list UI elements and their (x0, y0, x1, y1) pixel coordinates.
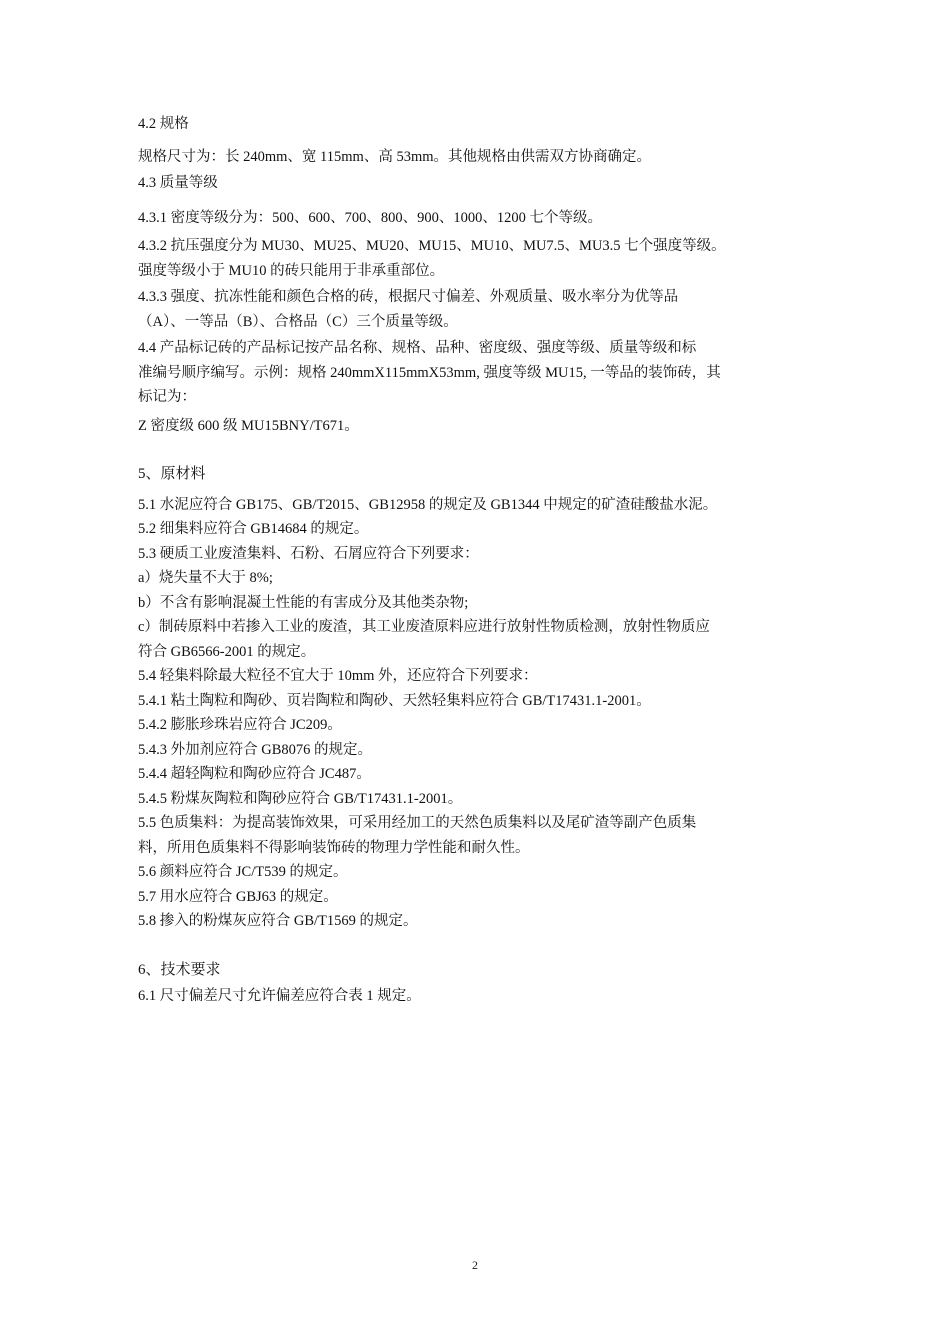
section-4-3-3-line2: （A）、一等品（B）、合格品（C）三个质量等级。 (138, 313, 458, 330)
section-5-5-line1: 5.5 色质集料：为提高装饰效果，可采用经加工的天然色质集料以及尾矿渣等副产色质集 (138, 815, 697, 831)
section-4-4-line2: 准编号顺序编写。示例：规格 240mmX115mmX53mm, 强度等级 MU15, 一等品的装饰砖，其 (138, 364, 721, 381)
section-4-4-example: Z 密度级 600 级 MU15BNY/T671。 (138, 417, 359, 434)
section-4-2-body: 规格尺寸为：长 240mm、宽 115mm、高 53mm。其他规格由供需双方协商确定。 (138, 148, 652, 165)
section-4-2-title: 4.2 规格 (138, 116, 189, 132)
section-4-3-2-line2: 强度等级小于 MU10 的砖只能用于非承重部位。 (138, 262, 445, 279)
section-6-1: 6.1 尺寸偏差尺寸允许偏差应符合表 1 规定。 (138, 988, 421, 1004)
section-5-1: 5.1 水泥应符合 GB175、GB/T2015、GB12958 的规定及 GB1344 中规定的矿渣硅酸盐水泥。 (138, 496, 718, 513)
section-5-heading: 5、原材料 (138, 466, 206, 482)
section-4-4-line3: 标记为： (138, 389, 196, 405)
section-5-4: 5.4 轻集料除最大粒径不宜大于 10mm 外，还应符合下列要求： (138, 668, 538, 684)
document-body (138, 112, 818, 1009)
section-5-3: 5.3 硬质工业废渣集料、石粉、石屑应符合下列要求： (138, 545, 479, 562)
section-5-6: 5.6 颜料应符合 JC/T539 的规定。 (138, 864, 348, 880)
section-5-3-c-line1: c）制砖原料中若掺入工业的废渣，其工业废渣原料应进行放射性物质检测，放射性物质应 (138, 619, 710, 635)
section-5-3-c-line2: 符合 GB6566-2001 的规定。 (138, 643, 316, 660)
section-4-3-3-line1: 4.3.3 强度、抗冻性能和颜色合格的砖，根据尺寸偏差、外观质量、吸水率分为优等品 (138, 289, 679, 305)
section-5-4-3: 5.4.3 外加剂应符合 GB8076 的规定。 (138, 741, 373, 758)
section-4-3-title: 4.3 质量等级 (138, 175, 218, 191)
section-5-4-2: 5.4.2 膨胀珍珠岩应符合 JC209。 (138, 717, 342, 733)
section-4-3-2-line1: 4.3.2 抗压强度分为 MU30、MU25、MU20、MU15、MU10、MU7.5、MU3.5 七个强度等级。 (138, 238, 726, 254)
section-5-8: 5.8 掺入的粉煤灰应符合 GB/T1569 的规定。 (138, 913, 418, 929)
section-5-3-b: b）不含有影响混凝土性能的有害成分及其他类杂物; (138, 594, 469, 611)
section-4-4-line1: 4.4 产品标记砖的产品标记按产品名称、规格、品种、密度级、强度等级、质量等级和标 (138, 340, 697, 356)
section-5-3-a: a）烧失量不大于 8%; (138, 570, 273, 586)
section-4-3-1: 4.3.1 密度等级分为：500、600、700、800、900、1000、1200 七个等级。 (138, 209, 602, 226)
section-6-heading: 6、技术要求 (138, 961, 221, 978)
page-number: 2 (472, 1258, 478, 1272)
section-5-4-1: 5.4.1 粘土陶粒和陶砂、页岩陶粒和陶砂、天然轻集料应符合 GB/T17431.1-2001。 (138, 692, 651, 709)
section-5-2: 5.2 细集料应符合 GB14684 的规定。 (138, 521, 369, 537)
section-5-4-5: 5.4.5 粉煤灰陶粒和陶砂应符合 GB/T17431.1-2001。 (138, 790, 463, 807)
section-5-5-line2: 料，所用色质集料不得影响装饰砖的物理力学性能和耐久性。 (138, 839, 530, 856)
section-5-4-4: 5.4.4 超轻陶粒和陶砂应符合 JC487。 (138, 766, 371, 782)
section-5-7: 5.7 用水应符合 GBJ63 的规定。 (138, 888, 338, 905)
